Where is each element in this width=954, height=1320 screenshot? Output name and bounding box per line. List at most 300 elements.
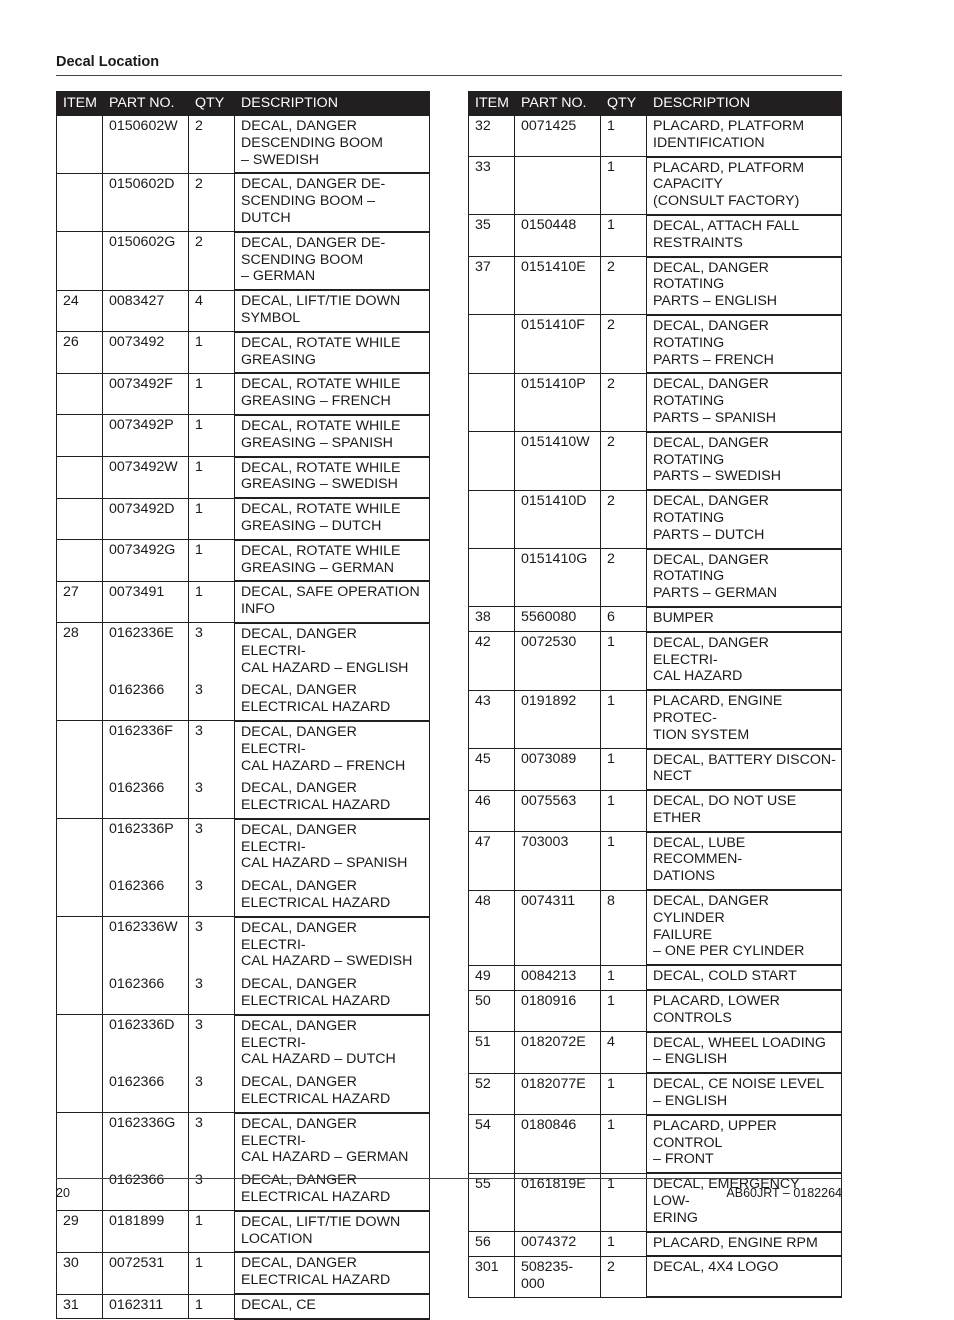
quantity: 1 — [195, 417, 203, 434]
qty-cell — [601, 690, 647, 748]
part-number: 0083427 — [109, 292, 165, 309]
part-no-cell — [515, 990, 601, 1032]
quantity: 1 — [607, 751, 615, 767]
qty-cell — [601, 215, 647, 257]
item-cell: 28 — [57, 623, 103, 721]
description-text: BUMPER — [653, 609, 714, 626]
qty-cell — [189, 819, 235, 917]
part-no-cell — [103, 819, 189, 917]
description-text: DECAL, DANGER ROTATING PARTS – SPANISH — [653, 376, 776, 426]
part-number: 0161819E — [521, 1175, 586, 1192]
part-number: 0073089 — [521, 751, 577, 767]
table-row — [469, 749, 842, 791]
qty-cell — [189, 1211, 235, 1253]
part-no-cell — [103, 1113, 189, 1211]
qty-cell — [601, 373, 647, 431]
table-row — [469, 690, 842, 748]
qty-cell — [601, 965, 647, 990]
item-cell — [57, 232, 103, 290]
description-cell — [647, 990, 842, 1032]
item-cell: 43 — [469, 690, 515, 748]
description-text: DECAL, DANGER ROTATING PARTS – DUTCH — [653, 493, 769, 543]
item-cell: 26 — [57, 332, 103, 374]
part-number: 0162366 — [109, 779, 165, 796]
description-cell — [235, 721, 430, 819]
part-no-cell — [515, 549, 601, 607]
part-no-cell — [103, 498, 189, 540]
description-text: DECAL, DANGER ELECTRI- CAL HAZARD – GERMAN — [241, 1115, 409, 1166]
quantity: 2 — [195, 175, 203, 192]
description-text: DECAL, ATTACH FALL RESTRAINTS — [653, 217, 800, 251]
description-text: PLACARD, PLATFORM CAPACITY (CONSULT FACTORY) — [653, 159, 805, 210]
table-row — [469, 215, 842, 257]
part-number: 0074311 — [521, 892, 576, 909]
qty-cell — [601, 1073, 647, 1115]
quantity: 1 — [195, 583, 203, 600]
description-cell — [235, 232, 430, 290]
description-text: DECAL, WHEEL LOADING – ENGLISH — [653, 1034, 826, 1068]
quantity: 6 — [607, 609, 615, 626]
description-text: DECAL, DANGER ELECTRICAL HAZARD — [241, 1255, 391, 1289]
description-text: DECAL, DANGER ELECTRICAL HAZARD — [241, 878, 391, 912]
quantity: 3 — [195, 1115, 203, 1132]
description-text: DECAL, DO NOT USE ETHER — [653, 793, 797, 826]
item-cell — [57, 415, 103, 457]
quantity: 1 — [195, 375, 203, 392]
table-row — [469, 1256, 842, 1297]
quantity: 1 — [607, 992, 615, 1009]
table-row — [469, 257, 842, 315]
part-no-cell — [515, 1232, 601, 1257]
description-text: DECAL, DANGER ROTATING PARTS – FRENCH — [653, 317, 774, 368]
description-cell — [647, 549, 842, 607]
quantity: 3 — [195, 1171, 203, 1188]
qty-cell — [189, 917, 235, 1015]
quantity: 2 — [607, 551, 615, 568]
description-text: DECAL, ROTATE WHILE GREASING – GERMAN — [241, 542, 401, 576]
column-header-qty: QTY — [601, 92, 647, 116]
description-text: DECAL, CE — [241, 1297, 316, 1314]
description-cell — [235, 1113, 430, 1211]
table-row — [57, 623, 430, 721]
item-cell: 301 — [469, 1256, 515, 1297]
part-no-cell — [103, 1294, 189, 1319]
description-cell — [235, 581, 430, 623]
qty-cell — [189, 1113, 235, 1211]
part-number: 703003 — [521, 834, 569, 851]
description-cell — [235, 917, 430, 1015]
quantity: 2 — [607, 1258, 615, 1275]
part-number: 0073492 — [109, 334, 165, 351]
table-row — [57, 1113, 430, 1211]
part-number: 0162336D — [109, 1017, 175, 1034]
description-text: PLACARD, PLATFORM IDENTIFICATION — [653, 118, 805, 151]
item-cell — [57, 173, 103, 231]
description-cell — [647, 1232, 842, 1257]
description-cell — [647, 116, 842, 157]
description-text: DECAL, DANGER ELECTRI- CAL HAZARD — [653, 634, 769, 685]
item-cell — [469, 432, 515, 490]
qty-cell — [601, 1032, 647, 1074]
item-cell: 24 — [57, 290, 103, 332]
description-text: DECAL, ROTATE WHILE GREASING – FRENCH — [241, 376, 401, 410]
description-text: DECAL, ROTATE WHILE GREASING — [241, 334, 401, 368]
table-row — [469, 549, 842, 607]
quantity: 3 — [195, 779, 203, 796]
part-number: 0073492W — [109, 459, 178, 476]
header-divider — [56, 75, 842, 76]
description-text: PLACARD, ENGINE RPM — [653, 1234, 818, 1251]
part-no-cell — [103, 332, 189, 374]
description-cell — [647, 632, 842, 690]
qty-cell — [189, 290, 235, 332]
item-cell — [57, 540, 103, 582]
description-cell — [647, 1032, 842, 1074]
parts-table-left — [56, 91, 430, 1320]
item-cell: 32 — [469, 116, 515, 157]
part-no-cell — [515, 632, 601, 690]
item-cell: 47 — [469, 832, 515, 890]
table-row — [57, 232, 430, 290]
qty-cell — [601, 890, 647, 965]
description-text: DECAL, LUBE RECOMMEN- DATIONS — [653, 834, 746, 885]
description-cell — [647, 1115, 842, 1173]
part-no-cell — [103, 1015, 189, 1113]
quantity: 1 — [607, 118, 615, 134]
table-row — [57, 498, 430, 540]
quantity: 3 — [195, 919, 203, 936]
item-cell — [469, 315, 515, 373]
qty-cell — [601, 1173, 647, 1231]
qty-cell — [601, 790, 647, 832]
item-cell: 51 — [469, 1032, 515, 1074]
table-row — [469, 157, 842, 215]
description-text: DECAL, CE NOISE LEVEL – ENGLISH — [653, 1076, 825, 1110]
description-cell — [235, 290, 430, 332]
table-header-row — [57, 92, 430, 116]
part-no-cell — [515, 607, 601, 632]
page-title: Decal Location — [56, 54, 160, 70]
description-text: DECAL, SAFE OPERATION INFO — [241, 584, 420, 618]
qty-cell — [601, 749, 647, 791]
quantity: 1 — [607, 217, 615, 234]
item-cell — [57, 457, 103, 499]
description-text: DECAL, LIFT/TIE DOWN LOCATION — [241, 1213, 401, 1247]
part-number: 5560080 — [521, 609, 577, 626]
description-text: DECAL, DANGER DE- SCENDING BOOM – GERMAN — [241, 234, 386, 285]
page-number: 20 — [56, 1186, 70, 1200]
item-cell — [57, 917, 103, 1015]
description-text: DECAL, DANGER ELECTRI- CAL HAZARD – SWEDISH — [241, 919, 413, 970]
description-text: PLACARD, ENGINE PROTEC- TION SYSTEM — [653, 693, 783, 743]
part-number: 0073492P — [109, 417, 174, 434]
part-number: 0162366 — [109, 1073, 165, 1090]
item-cell: 46 — [469, 790, 515, 832]
qty-cell — [601, 632, 647, 690]
part-number: 0191892 — [521, 692, 577, 709]
description-cell — [647, 215, 842, 257]
description-cell — [647, 965, 842, 990]
table-row — [57, 819, 430, 917]
item-cell: 29 — [57, 1211, 103, 1253]
description-cell — [647, 790, 842, 832]
description-cell — [235, 540, 430, 582]
description-text: DECAL, ROTATE WHILE GREASING – SPANISH — [241, 417, 401, 451]
quantity: 1 — [195, 1296, 203, 1313]
part-number: 0182072E — [521, 1034, 586, 1051]
description-text: DECAL, ROTATE WHILE GREASING – SWEDISH — [241, 459, 401, 493]
part-number: 0073492F — [109, 375, 173, 392]
part-no-cell — [103, 457, 189, 499]
column-header-description: DESCRIPTION — [647, 92, 842, 116]
item-cell — [469, 490, 515, 548]
table-row — [469, 373, 842, 431]
part-number: 0162336E — [109, 625, 174, 642]
part-no-cell — [515, 790, 601, 832]
item-cell: 30 — [57, 1252, 103, 1294]
table-row — [469, 632, 842, 690]
table-row — [469, 890, 842, 965]
table-row — [57, 373, 430, 415]
part-no-cell — [515, 215, 601, 257]
table-row — [469, 315, 842, 373]
part-number: 0150602W — [109, 118, 178, 134]
table-row — [57, 415, 430, 457]
part-no-cell — [515, 116, 601, 157]
part-no-cell — [103, 1252, 189, 1294]
description-text: PLACARD, UPPER CONTROL – FRONT — [653, 1117, 777, 1168]
part-number: 0073492G — [109, 542, 176, 559]
quantity: 3 — [195, 723, 203, 740]
qty-cell — [601, 490, 647, 548]
table-row — [57, 332, 430, 374]
table-row — [469, 1073, 842, 1115]
item-cell: 48 — [469, 890, 515, 965]
item-cell: 35 — [469, 215, 515, 257]
quantity: 1 — [195, 459, 203, 476]
table-row — [57, 1252, 430, 1294]
description-text: DECAL, DANGER ELECTRI- CAL HAZARD – SPANISH — [241, 821, 408, 872]
qty-cell — [601, 432, 647, 490]
part-no-cell — [515, 890, 601, 965]
qty-cell — [189, 498, 235, 540]
quantity: 3 — [195, 975, 203, 992]
part-number: 508235-000 — [521, 1258, 574, 1292]
qty-cell — [189, 581, 235, 623]
quantity: 2 — [195, 118, 203, 134]
description-text: DECAL, DANGER ELECTRICAL HAZARD — [241, 976, 391, 1010]
table-row — [469, 965, 842, 990]
part-number: 0151410E — [521, 259, 586, 276]
quantity: 1 — [195, 1254, 203, 1271]
description-text: DECAL, DANGER ROTATING PARTS – ENGLISH — [653, 259, 778, 310]
table-row — [57, 173, 430, 231]
parts-table-right — [468, 91, 842, 1298]
part-no-cell — [515, 157, 601, 215]
part-no-cell — [515, 1256, 601, 1297]
description-cell — [235, 1211, 430, 1253]
quantity: 2 — [607, 375, 615, 392]
item-cell — [469, 549, 515, 607]
part-no-cell — [103, 173, 189, 231]
item-cell: 31 — [57, 1294, 103, 1319]
description-cell — [647, 690, 842, 748]
description-text: DECAL, ROTATE WHILE GREASING – DUTCH — [241, 501, 401, 534]
quantity: 3 — [195, 821, 203, 838]
item-cell — [57, 116, 103, 174]
qty-cell — [189, 721, 235, 819]
part-number: 0151410F — [521, 317, 585, 334]
description-cell — [647, 490, 842, 548]
description-text: DECAL, DANGER ROTATING PARTS – GERMAN — [653, 551, 778, 602]
qty-cell — [189, 373, 235, 415]
part-number: 0162366 — [109, 681, 165, 698]
quantity: 4 — [607, 1034, 615, 1051]
description-text: DECAL, DANGER ELECTRICAL HAZARD — [241, 1172, 391, 1206]
item-cell — [57, 721, 103, 819]
qty-cell — [189, 540, 235, 582]
quantity: 3 — [195, 1017, 203, 1034]
part-no-cell — [515, 257, 601, 315]
quantity: 2 — [607, 259, 615, 276]
table-row — [469, 1115, 842, 1173]
table-row — [57, 116, 430, 174]
part-no-cell — [103, 415, 189, 457]
description-text: DECAL, DANGER ROTATING PARTS – SWEDISH — [653, 434, 781, 485]
part-no-cell — [103, 232, 189, 290]
part-number: 0151410D — [521, 492, 587, 509]
part-no-cell — [515, 1115, 601, 1173]
qty-cell — [601, 157, 647, 215]
quantity: 1 — [607, 1117, 615, 1134]
description-cell — [647, 1256, 842, 1297]
item-cell: 37 — [469, 257, 515, 315]
part-number: 0071425 — [521, 118, 577, 134]
item-cell: 49 — [469, 965, 515, 990]
quantity: 1 — [607, 634, 615, 651]
qty-cell — [189, 173, 235, 231]
quantity: 1 — [195, 1213, 203, 1230]
item-cell — [57, 373, 103, 415]
part-number: 0180916 — [521, 992, 577, 1009]
part-no-cell — [103, 581, 189, 623]
item-cell: 27 — [57, 581, 103, 623]
description-cell — [235, 415, 430, 457]
description-text: DECAL, DANGER ELECTRICAL HAZARD — [241, 682, 391, 716]
table-row — [57, 457, 430, 499]
table-row — [469, 607, 842, 632]
part-number: 0162366 — [109, 1171, 165, 1188]
table-row — [469, 1032, 842, 1074]
description-text: DECAL, DANGER ELECTRICAL HAZARD — [241, 780, 391, 814]
description-text: DECAL, DANGER ELECTRI- CAL HAZARD – DUTCH — [241, 1017, 396, 1068]
column-header-description: DESCRIPTION — [235, 92, 430, 116]
part-number: 0074372 — [521, 1234, 577, 1251]
item-cell: 54 — [469, 1115, 515, 1173]
quantity: 3 — [195, 877, 203, 894]
description-cell — [647, 432, 842, 490]
part-number: 0084213 — [521, 967, 577, 984]
item-cell — [57, 498, 103, 540]
item-cell: 50 — [469, 990, 515, 1032]
part-number: 0181899 — [109, 1213, 165, 1230]
description-cell — [235, 1015, 430, 1113]
table-row — [57, 1015, 430, 1113]
part-no-cell — [515, 373, 601, 431]
qty-cell — [189, 623, 235, 721]
table-row — [57, 581, 430, 623]
part-no-cell — [515, 690, 601, 748]
footer-divider — [56, 1178, 842, 1179]
part-no-cell — [515, 432, 601, 490]
description-cell — [647, 1173, 842, 1231]
quantity: 1 — [607, 692, 615, 709]
qty-cell — [601, 1256, 647, 1297]
part-number: 0162366 — [109, 877, 165, 894]
description-cell — [235, 332, 430, 374]
quantity: 1 — [607, 1234, 615, 1251]
quantity: 1 — [607, 834, 615, 851]
description-text: DECAL, BATTERY DISCON- NECT — [653, 751, 836, 785]
table-row — [57, 540, 430, 582]
description-cell — [235, 819, 430, 917]
qty-cell — [601, 549, 647, 607]
qty-cell — [189, 457, 235, 499]
item-cell — [57, 819, 103, 917]
qty-cell — [601, 607, 647, 632]
quantity: 1 — [607, 967, 615, 984]
quantity: 1 — [607, 792, 615, 809]
qty-cell — [189, 1294, 235, 1319]
qty-cell — [601, 257, 647, 315]
quantity: 3 — [195, 1073, 203, 1090]
item-cell: 56 — [469, 1232, 515, 1257]
description-cell — [647, 1073, 842, 1115]
part-number: 0151410P — [521, 375, 586, 392]
description-text: DECAL, 4X4 LOGO — [653, 1259, 779, 1276]
description-text: DECAL, DANGER CYLINDER FAILURE – ONE PER CYLINDER — [653, 893, 805, 960]
qty-cell — [601, 116, 647, 157]
item-cell: 38 — [469, 607, 515, 632]
part-number: 0151410W — [521, 434, 590, 451]
description-cell — [647, 257, 842, 315]
description-cell — [235, 116, 430, 174]
part-number: 0162336G — [109, 1115, 176, 1132]
part-no-cell — [515, 965, 601, 990]
column-header-item: ITEM — [469, 92, 515, 116]
description-cell — [235, 457, 430, 499]
item-cell: 33 — [469, 157, 515, 215]
item-cell — [469, 373, 515, 431]
quantity: 1 — [195, 334, 203, 351]
description-cell — [235, 498, 430, 540]
description-cell — [647, 373, 842, 431]
column-header-item: ITEM — [57, 92, 103, 116]
qty-cell — [189, 1252, 235, 1294]
description-cell — [647, 607, 842, 632]
part-no-cell — [103, 373, 189, 415]
part-no-cell — [515, 1073, 601, 1115]
quantity: 1 — [607, 1075, 615, 1092]
description-cell — [647, 749, 842, 791]
qty-cell — [601, 990, 647, 1032]
quantity: 2 — [195, 234, 203, 251]
description-text: PLACARD, LOWER CONTROLS — [653, 993, 780, 1026]
part-no-cell — [515, 749, 601, 791]
part-no-cell — [103, 623, 189, 721]
table-row — [57, 1294, 430, 1319]
description-cell — [235, 623, 430, 721]
